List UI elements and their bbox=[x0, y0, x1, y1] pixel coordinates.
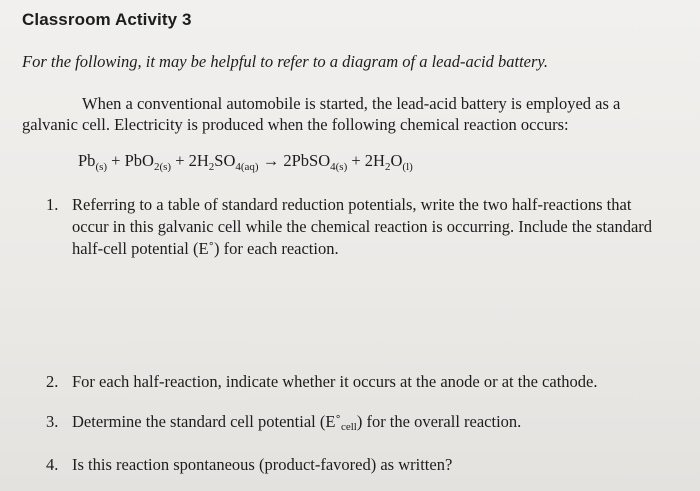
eq-so4-sub: 4(aq) bbox=[235, 161, 259, 173]
question-text-before: Determine the standard cell potential (E˚ bbox=[72, 412, 341, 431]
question-number: 2. bbox=[46, 372, 59, 391]
eq-pbso4-sub: 4(s) bbox=[330, 161, 348, 173]
cell-subscript: cell bbox=[340, 421, 357, 433]
intro-text: For the following, it may be helpful to refer to a diagram of a lead-acid battery. bbox=[22, 52, 548, 71]
eq-pbo2-sub: 2(s) bbox=[153, 161, 172, 173]
eq-plus-h: + 2H bbox=[171, 151, 209, 170]
paragraph-line-1: When a conventional automobile is started, the lead-acid battery is employed as a bbox=[82, 94, 621, 113]
question-text bbox=[46, 411, 521, 438]
eq-plus-pbo2: + PbO bbox=[107, 151, 154, 170]
eq-pb-state: (s) bbox=[95, 161, 108, 173]
eq-so4: SO bbox=[214, 151, 236, 170]
question-1 bbox=[46, 194, 656, 260]
eq-h-sub: 2 bbox=[208, 161, 215, 173]
question-text: Is this reaction spontaneous (product-favored) as written? bbox=[72, 455, 453, 474]
eq-o-sub: (l) bbox=[402, 161, 413, 173]
question-number: 1. bbox=[46, 195, 59, 214]
page-title: Classroom Activity 3 bbox=[22, 10, 192, 29]
question-text: For each half-reaction, indicate whether it occurs at the anode or at the cathode. bbox=[72, 372, 598, 391]
question-4 bbox=[46, 454, 452, 476]
intro-paragraph bbox=[22, 93, 672, 135]
eq-o: O bbox=[390, 151, 403, 170]
question-number: 4. bbox=[46, 455, 59, 474]
eq-h2o-sub: 2 bbox=[384, 161, 391, 173]
question-text: Referring to a table of standard reduction potentials, write the two half-reactions that occur in this galvanic cell while the chemical reaction is occurring. Include the standard half-cell potential (E˚) for each reaction. bbox=[72, 195, 653, 258]
question-3 bbox=[46, 411, 521, 438]
eq-arrow: → bbox=[258, 151, 284, 170]
eq-plus-h2o: + 2H bbox=[347, 151, 385, 170]
chemical-equation bbox=[78, 151, 413, 173]
question-number: 3. bbox=[46, 412, 59, 431]
paragraph-line-2: galvanic cell. Electricity is produced when the following chemical reaction occurs: bbox=[22, 115, 569, 134]
eq-pbso4: 2PbSO bbox=[283, 151, 331, 170]
eq-pb: Pb bbox=[78, 151, 96, 170]
question-2 bbox=[46, 371, 597, 393]
question-text-after: ) for the overall reaction. bbox=[356, 412, 522, 431]
